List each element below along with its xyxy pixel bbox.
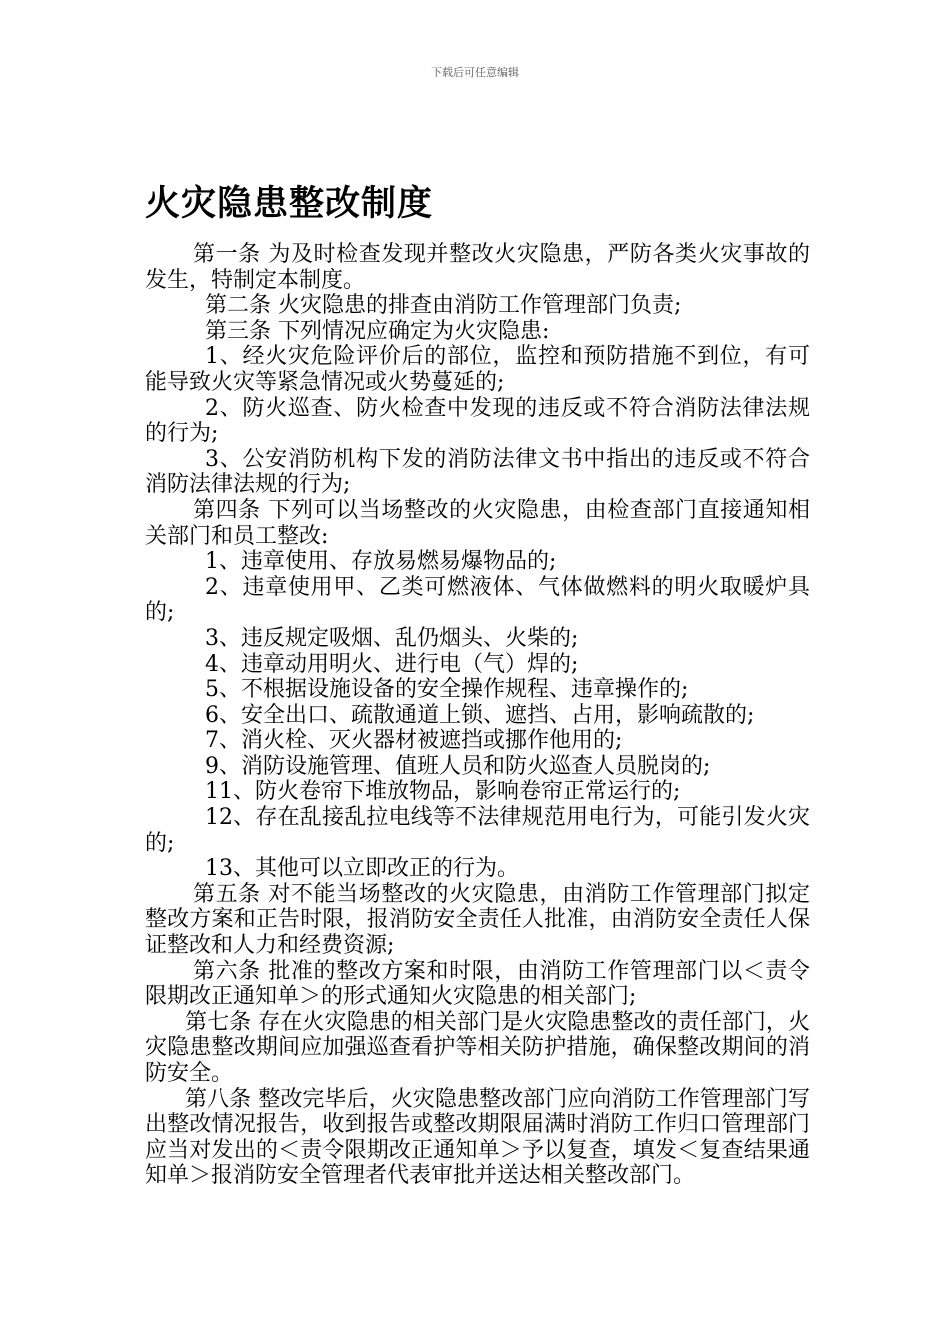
page-header: 下载后可任意编辑 bbox=[431, 66, 519, 79]
document-title: 火灾隐患整改制度 bbox=[145, 184, 434, 224]
list-item: 4、违章动用明火、进行电（气）焊的; bbox=[205, 651, 579, 677]
article-6: 第六条 批准的整改方案和时限，由消防工作管理部门以＜责令限期改正通知单＞的形式通知火灾隐患的相关部门; bbox=[145, 958, 810, 1010]
list-item: 11、防火卷帘下堆放物品，影响卷帘正常运行的; bbox=[205, 779, 681, 805]
article-4: 第四条 下列可以当场整改的火灾隐患，由检查部门直接通知相关部门和员工整改: bbox=[145, 497, 810, 549]
list-item: 12、存在乱接乱拉电线等不法律规范用电行为，可能引发火灾的; bbox=[145, 805, 810, 856]
document-body bbox=[145, 242, 810, 1189]
list-item: 2、违章使用甲、乙类可燃液体、气体做燃料的明火取暖炉具的; bbox=[145, 574, 810, 626]
list-item: 13、其他可以立即改正的行为。 bbox=[205, 856, 519, 882]
article-1: 第一条 为及时检查发现并整改火灾隐患，严防各类火灾事故的发生，特制定本制度。 bbox=[145, 242, 810, 293]
list-item: 3、违反规定吸烟、乱仍烟头、火柴的; bbox=[205, 625, 579, 651]
list-item: 5、不根据设施设备的安全操作规程、违章操作的; bbox=[205, 677, 689, 703]
article-3: 第三条 下列情况应确定为火灾隐患: bbox=[205, 318, 550, 344]
list-item: 3、公安消防机构下发的消防法律文书中指出的违反或不符合消防法律法规的行为; bbox=[145, 446, 810, 498]
list-item: 9、消防设施管理、值班人员和防火巡查人员脱岗的; bbox=[205, 753, 711, 779]
list-item: 1、经火灾危险评价后的部位，监控和预防措施不到位，有可能导致火灾等紧急情况或火势蔓延的; bbox=[145, 344, 810, 395]
list-item: 2、防火巡查、防火检查中发现的违反或不符合消防法律法规的行为; bbox=[145, 395, 810, 447]
article-7: 第七条 存在火灾隐患的相关部门是火灾隐患整改的责任部门，火灾隐患整改期间应加强巡查看护等相关防护措施，确保整改期间的消防安全。 bbox=[145, 1009, 810, 1086]
article-8: 第八条 整改完毕后，火灾隐患整改部门应向消防工作管理部门写出整改情况报告，收到报告或整改期限届满时消防工作归口管理部门应当对发出的＜责令限期改正通知单＞予以复查，填发＜复查结果通知单＞报消防安全管理者代表审批并送达相关整改部门。 bbox=[145, 1086, 810, 1189]
list-item: 7、消火栓、灭火器材被遮挡或挪作他用的; bbox=[205, 728, 623, 754]
list-item: 1、违章使用、存放易燃易爆物品的; bbox=[205, 549, 557, 575]
article-5: 第五条 对不能当场整改的火灾隐患，由消防工作管理部门拟定整改方案和正告时限，报消防安全责任人批准，由消防安全责任人保证整改和人力和经费资源; bbox=[145, 881, 810, 959]
article-2: 第二条 火灾隐患的排查由消防工作管理部门负责; bbox=[205, 293, 682, 319]
list-item: 6、安全出口、疏散通道上锁、遮挡、占用，影响疏散的; bbox=[205, 702, 755, 728]
